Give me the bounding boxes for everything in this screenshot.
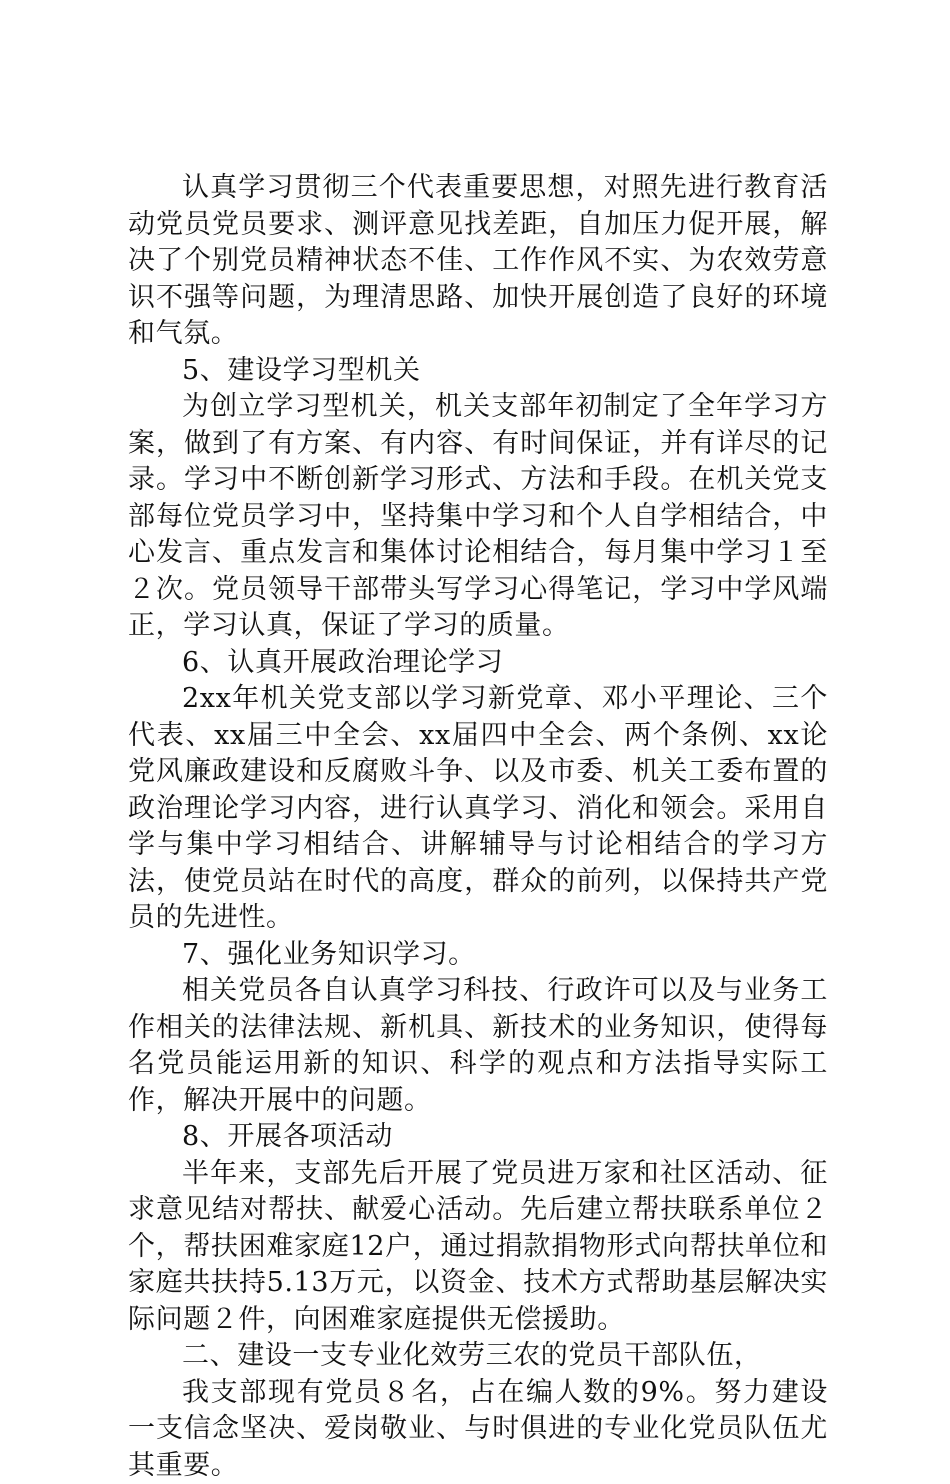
paragraph: 认真学习贯彻三个代表重要思想，对照先进行教育活动党员党员要求、测评意见找差距，自加压力促开展，解决了个别党员精神状态不佳、工作作风不实、为农效劳意识不强等问题，为理清思路、加快开展创造了良好的环境和气氛。 <box>128 170 828 353</box>
paragraph: 为创立学习型机关，机关支部年初制定了全年学习方案，做到了有方案、有内容、有时间保证，并有详尽的记录。学习中不断创新学习形式、方法和手段。在机关党支部每位党员学习中，坚持集中学习和个人自学相结合，中心发言、重点发言和集体讨论相结合，每月集中学习１至２次。党员领导干部带头写学习心得笔记，学习中学风端正，学习认真，保证了学习的质量。 <box>128 389 828 645</box>
paragraph: 相关党员各自认真学习科技、行政许可以及与业务工作相关的法律法规、新机具、新技术的业务知识，使得每名党员能运用新的知识、科学的观点和方法指导实际工作，解决开展中的问题。 <box>128 973 828 1119</box>
section-heading: 6、认真开展政治理论学习 <box>128 645 828 682</box>
section-heading: 8、开展各项活动 <box>128 1119 828 1156</box>
section-heading: 二、建设一支专业化效劳三农的党员干部队伍， <box>128 1338 828 1375</box>
paragraph: 2xx年机关党支部以学习新党章、邓小平理论、三个代表、xx届三中全会、xx届四中全会、两个条例、xx论党风廉政建设和反腐败斗争、以及市委、机关工委布置的政治理论学习内容，进行认真学习、消化和领会。采用自学与集中学习相结合、讲解辅导与讨论相结合的学习方法，使党员站在时代的高度，群众的前列，以保持共产党员的先进性。 <box>128 681 828 937</box>
paragraph: 我支部现有党员８名，占在编人数的9%。努力建设一支信念坚决、爱岗敬业、与时俱进的专业化党员队伍尤其重要。 <box>128 1375 828 1484</box>
section-heading: 7、强化业务知识学习。 <box>128 937 828 974</box>
paragraph: 半年来，支部先后开展了党员进万家和社区活动、征求意见结对帮扶、献爱心活动。先后建立帮扶联系单位２个，帮扶困难家庭12户，通过捐款捐物形式向帮扶单位和家庭共扶持5.13万元，以资金、技术方式帮助基层解决实际问题２件，向困难家庭提供无偿援助。 <box>128 1156 828 1339</box>
section-heading: 5、建设学习型机关 <box>128 353 828 390</box>
document-body <box>128 170 828 1484</box>
